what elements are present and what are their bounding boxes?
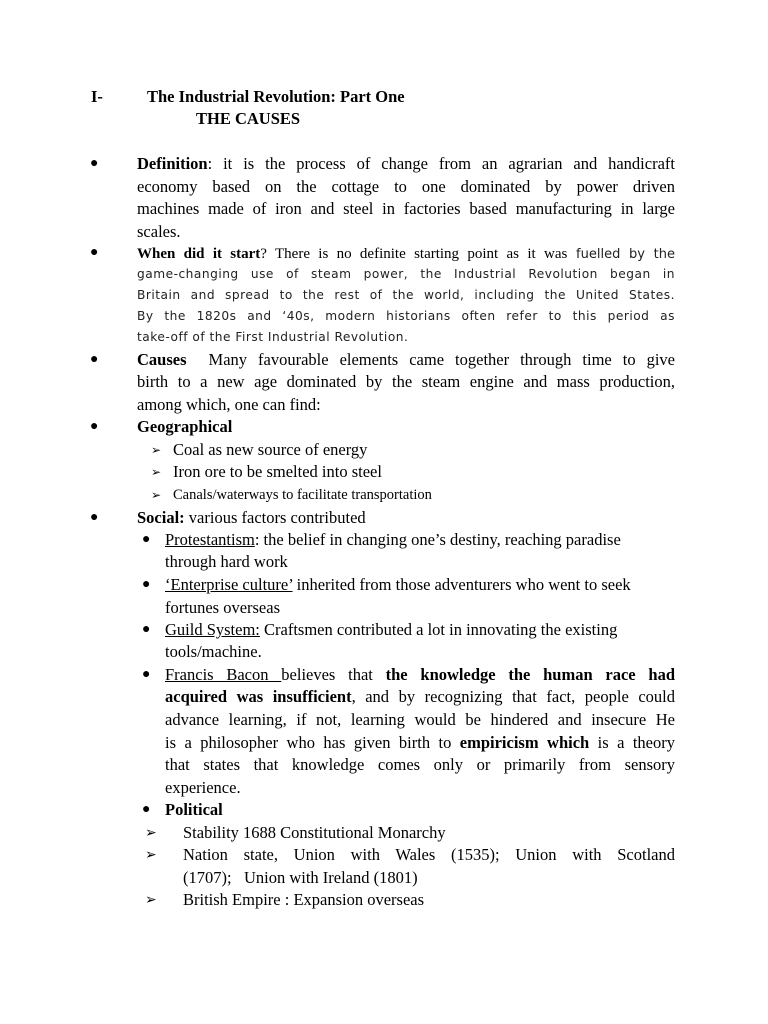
start-line-5: take-off of the First Industrial Revolution. [137,330,409,344]
geo-item-coal: Coal as new source of energy [173,440,368,459]
start-text-1b: fuelled by the [567,247,675,262]
definition-text-1: : it is the process of change from an agrarian and handicraft [207,154,675,173]
causes-label: Causes [137,350,187,369]
bacon-line-2 [165,686,675,708]
definition-line-3 [137,198,675,220]
guild-text-1: Craftsmen contributed a lot in innovating the existing [259,620,618,639]
bullet-icon: ● [90,352,99,367]
bullet-icon: ● [90,419,99,434]
enterprise-line-2: fortunes overseas [165,598,281,617]
definition-line-4: scales. [137,222,181,241]
arrow-bullet-icon: ➢ [145,892,157,908]
bullet-icon: ● [90,510,99,525]
causes-line-3: among which, one can find: [137,395,321,414]
geo-item-iron: Iron ore to be smelted into steel [173,462,382,481]
arrow-bullet-icon: ➢ [151,488,162,502]
start-label: When did it start [137,246,261,262]
guild-line-1 [165,619,617,641]
bacon-text-4c: is a theory [589,733,675,752]
enterprise-text-1: inherited from those adventurers who went to seek [292,575,631,594]
bullet-icon: ● [142,577,151,592]
social-text: various factors contributed [184,508,366,527]
protestantism-text-1: : the belief in changing one’s destiny, reaching paradise [254,530,621,549]
definition-text-3b: in large [611,199,676,218]
guild-line-2: tools/machine. [165,642,262,661]
bacon-line-5: that states that knowledge comes only or primarily from sensory [165,755,675,774]
bullet-icon: ● [90,245,99,260]
arrow-bullet-icon: ➢ [151,465,162,479]
enterprise-label: ‘Enterprise culture’ [165,575,293,594]
political-label: Political [165,800,223,819]
enterprise-line-1 [165,574,631,596]
section-number: I- [91,87,103,106]
social-line [137,507,366,529]
bacon-label: Francis Bacon [165,665,282,684]
definition-label: Definition [137,154,208,173]
bullet-icon: ● [142,622,151,637]
bacon-text-2b: , and by recognizing that fact, people could [351,687,675,706]
bullet-icon: ● [142,667,151,682]
political-item-nation-line-1: Nation state, Union with Wales (1535); Union with Scotland [183,845,675,864]
bullet-icon: ● [90,156,99,171]
start-text-1a: ? There is no definite starting point as it was [260,246,568,262]
bacon-text-2a: acquired was insufficient [165,687,352,706]
arrow-bullet-icon: ➢ [145,847,157,863]
social-label: Social: [137,508,185,527]
causes-line-2: birth to a new age dominated by the steam engine and mass production, [137,372,675,391]
protestantism-label: Protestantism [165,530,255,549]
bacon-text-1a: believes that [281,665,386,684]
protestantism-line-2: through hard work [165,552,288,571]
bullet-icon: ● [142,532,151,547]
political-item-nation-line-2: (1707); Union with Ireland (1801) [183,868,418,887]
bacon-text-4b: empiricism which [459,733,590,752]
bullet-icon: ● [142,802,151,817]
political-item-stability: Stability 1688 Constitutional Monarchy [183,823,446,842]
causes-line-1 [137,349,675,371]
start-line-3: Britain and spread to the rest of the world, including the United States. [137,288,675,302]
definition-line-2: economy based on the cottage to one dominated by power driven [137,177,675,196]
geographical-label: Geographical [137,417,233,436]
protestantism-line-1 [165,529,621,551]
bacon-text-1b: the knowledge the human race had [385,665,675,684]
arrow-bullet-icon: ➢ [145,825,157,841]
section-title: The Industrial Revolution: Part One [147,87,405,106]
causes-text-1: Many favourable elements came together through time to give [208,350,676,369]
bacon-line-3: advance learning, if not, learning would be hindered and insecure He [165,710,675,729]
political-item-empire: British Empire : Expansion overseas [183,890,425,909]
bacon-line-4 [165,732,675,754]
guild-label: Guild System: [165,620,260,639]
definition-text-3a: machines made of iron and steel in factories based manufacturing [137,199,612,218]
bacon-line-6: experience. [165,778,241,797]
geo-item-canals: Canals/waterways to facilitate transportation [173,487,432,503]
definition-line-1 [137,153,675,175]
start-line-2: game-changing use of steam power, the Industrial Revolution began in [137,267,675,281]
bacon-text-4a: is a philosopher who has given birth to [165,733,460,752]
arrow-bullet-icon: ➢ [151,443,162,457]
start-line-4: By the 1820s and ‘40s, modern historians often refer to this period as [137,309,675,323]
section-subtitle: THE CAUSES [196,109,301,128]
bacon-line-1 [165,664,675,686]
